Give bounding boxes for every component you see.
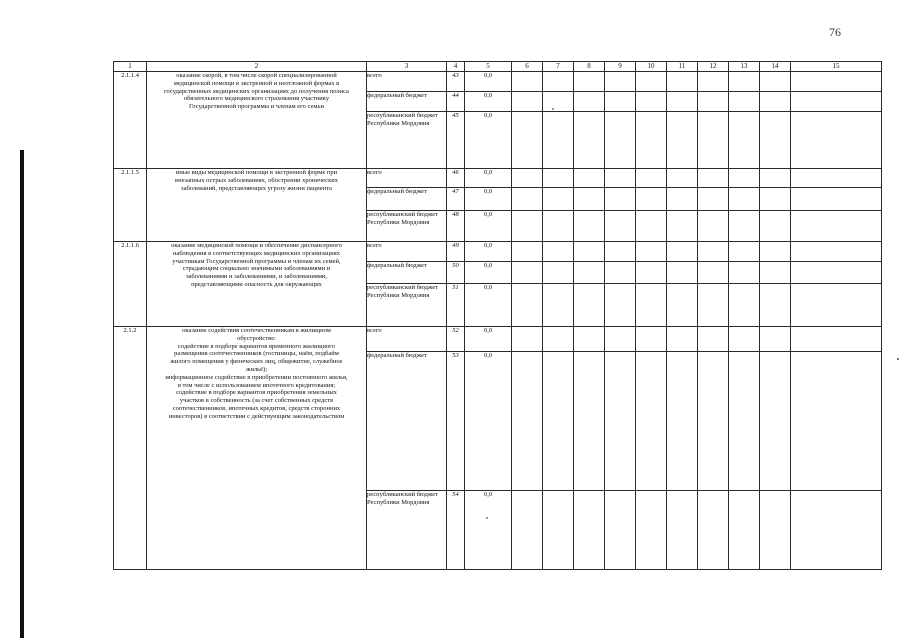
empty-cell	[698, 211, 729, 242]
empty-cell	[729, 72, 760, 92]
empty-cell	[729, 491, 760, 570]
empty-cell	[636, 352, 667, 491]
empty-cell	[574, 327, 605, 352]
empty-cell	[698, 72, 729, 92]
empty-cell	[791, 491, 882, 570]
amount-value: 0,0	[465, 284, 512, 327]
description-line: медицинской помощи в экстренной и неотложной формах в	[173, 79, 340, 87]
empty-cell	[543, 92, 574, 112]
empty-cell	[791, 188, 882, 211]
measure-description	[147, 72, 367, 169]
empty-cell	[512, 211, 543, 242]
row-code: 45	[447, 112, 465, 169]
empty-cell	[605, 242, 636, 262]
row-code: 51	[447, 284, 465, 327]
description-line: жильё);	[245, 365, 268, 373]
empty-cell	[543, 188, 574, 211]
empty-cell	[729, 352, 760, 491]
header-cell: 7	[543, 62, 574, 72]
header-cell: 10	[636, 62, 667, 72]
empty-cell	[667, 112, 698, 169]
empty-cell	[636, 92, 667, 112]
empty-cell	[636, 112, 667, 169]
description-line: заболеваний, представляющих угрозу жизни пациента	[181, 184, 332, 192]
empty-cell	[512, 242, 543, 262]
empty-cell	[698, 92, 729, 112]
empty-cell	[729, 262, 760, 284]
empty-cell	[667, 211, 698, 242]
empty-cell	[574, 491, 605, 570]
empty-cell	[667, 262, 698, 284]
empty-cell	[698, 242, 729, 262]
empty-cell	[543, 284, 574, 327]
empty-cell	[512, 491, 543, 570]
funding-source: всего	[367, 327, 447, 352]
empty-cell	[760, 262, 791, 284]
row-number: 2.1.1.5	[114, 169, 147, 242]
empty-cell	[791, 242, 882, 262]
row-code: 44	[447, 92, 465, 112]
empty-cell	[512, 284, 543, 327]
empty-cell	[791, 169, 882, 188]
empty-cell	[574, 72, 605, 92]
table-row	[114, 72, 882, 92]
empty-cell	[512, 169, 543, 188]
empty-cell	[791, 72, 882, 92]
empty-cell	[543, 327, 574, 352]
empty-cell	[543, 112, 574, 169]
empty-cell	[574, 211, 605, 242]
empty-cell	[760, 284, 791, 327]
empty-cell	[574, 284, 605, 327]
funding-source: федеральный бюджет	[367, 92, 447, 112]
scan-speck	[897, 358, 899, 360]
header-cell: 2	[147, 62, 367, 72]
row-number: 2.1.1.6	[114, 242, 147, 327]
empty-cell	[667, 169, 698, 188]
description-line: инвесторов) в соответствии с действующим законодательством	[168, 412, 345, 420]
empty-cell	[605, 72, 636, 92]
amount-value: 0,0	[465, 188, 512, 211]
description-line: оказание медицинской помощи и обеспечение диспансерного	[171, 242, 342, 249]
empty-cell	[636, 211, 667, 242]
empty-cell	[698, 188, 729, 211]
funding-source: федеральный бюджет	[367, 188, 447, 211]
description-line: представляющими опасность для окружающих	[191, 280, 322, 288]
row-code: 54	[447, 491, 465, 570]
description-line: Государственной программы и членам его семьи	[189, 103, 324, 111]
empty-cell	[543, 169, 574, 188]
empty-cell	[760, 211, 791, 242]
empty-cell	[791, 284, 882, 327]
header-cell: 8	[574, 62, 605, 72]
empty-cell	[574, 112, 605, 169]
empty-cell	[698, 491, 729, 570]
empty-cell	[698, 284, 729, 327]
description-line: обязательного медицинского страхования участнику	[183, 95, 330, 103]
empty-cell	[667, 284, 698, 327]
scan-margin-bar	[20, 150, 24, 638]
empty-cell	[636, 327, 667, 352]
empty-cell	[574, 262, 605, 284]
empty-cell	[574, 188, 605, 211]
header-cell: 14	[760, 62, 791, 72]
description-line: содействие в подборе вариантов временного жилищного	[178, 342, 335, 350]
description-line: размещения соотечественников (гостиницы, наём, подбайм	[174, 350, 339, 358]
empty-cell	[729, 112, 760, 169]
empty-cell	[543, 491, 574, 570]
amount-value: 0,0	[465, 169, 512, 188]
description-line: государственных медицинских организациях до получения полиса	[164, 87, 349, 95]
header-cell: 1	[114, 62, 147, 72]
empty-cell	[512, 92, 543, 112]
header-cell: 6	[512, 62, 543, 72]
empty-cell	[760, 188, 791, 211]
empty-cell	[698, 112, 729, 169]
description-line: информационное содействие в приобретении постоянного жилья,	[165, 373, 348, 381]
funding-source: федеральный бюджет	[367, 262, 447, 284]
empty-cell	[636, 284, 667, 327]
empty-cell	[667, 188, 698, 211]
empty-cell	[574, 92, 605, 112]
empty-cell	[543, 211, 574, 242]
row-code: 48	[447, 211, 465, 242]
empty-cell	[636, 262, 667, 284]
header-cell: 9	[605, 62, 636, 72]
description-line: в том числе с использованием ипотечного кредитования;	[177, 381, 336, 389]
empty-cell	[667, 327, 698, 352]
empty-cell	[574, 352, 605, 491]
measure-description	[147, 169, 367, 242]
funding-source: республиканский бюджет Республики Мордовия	[367, 491, 447, 570]
funding-source: республиканский бюджет Республики Мордовия	[367, 211, 447, 242]
empty-cell	[729, 327, 760, 352]
empty-cell	[605, 92, 636, 112]
empty-cell	[729, 284, 760, 327]
empty-cell	[729, 188, 760, 211]
funding-source: федеральный бюджет	[367, 352, 447, 491]
budget-table	[113, 61, 882, 570]
amount-value: 0,0	[465, 211, 512, 242]
row-code: 49	[447, 242, 465, 262]
empty-cell	[760, 491, 791, 570]
empty-cell	[636, 491, 667, 570]
funding-source: всего	[367, 169, 447, 188]
empty-cell	[698, 262, 729, 284]
empty-cell	[605, 284, 636, 327]
header-cell: 11	[667, 62, 698, 72]
table-row	[114, 327, 882, 352]
header-cell: 4	[447, 62, 465, 72]
empty-cell	[605, 491, 636, 570]
header-cell: 13	[729, 62, 760, 72]
empty-cell	[698, 352, 729, 491]
empty-cell	[729, 211, 760, 242]
description-line: участникам Государственной программы и членам их семей,	[172, 257, 341, 265]
empty-cell	[729, 169, 760, 188]
description-line: внезапных острых заболеваниях, обострении хронических	[175, 176, 338, 184]
empty-cell	[667, 242, 698, 262]
empty-cell	[729, 92, 760, 112]
empty-cell	[791, 262, 882, 284]
row-code: 53	[447, 352, 465, 491]
empty-cell	[729, 242, 760, 262]
row-code: 43	[447, 72, 465, 92]
empty-cell	[760, 352, 791, 491]
funding-source: всего	[367, 72, 447, 92]
empty-cell	[760, 92, 791, 112]
amount-value: 0,0	[465, 262, 512, 284]
row-number: 2.1.2	[114, 327, 147, 570]
header-cell: 5	[465, 62, 512, 72]
description-line: заболеваниями и заболеваниями, и заболеваниями,	[185, 273, 328, 281]
description-line: страдающим социально значимыми заболеваниями и	[182, 265, 331, 273]
empty-cell	[636, 188, 667, 211]
empty-cell	[636, 242, 667, 262]
amount-value: 0,0	[465, 491, 512, 570]
empty-cell	[512, 72, 543, 92]
measure-description	[147, 327, 367, 570]
amount-value: 0,0	[465, 242, 512, 262]
empty-cell	[636, 72, 667, 92]
amount-value: 0,0	[465, 327, 512, 352]
empty-cell	[667, 92, 698, 112]
page-number: 76	[829, 25, 841, 39]
empty-cell	[605, 211, 636, 242]
empty-cell	[760, 169, 791, 188]
empty-cell	[791, 211, 882, 242]
funding-source: всего	[367, 242, 447, 262]
empty-cell	[760, 242, 791, 262]
empty-cell	[543, 242, 574, 262]
amount-value: 0,0	[465, 72, 512, 92]
empty-cell	[512, 352, 543, 491]
empty-cell	[512, 327, 543, 352]
empty-cell	[791, 327, 882, 352]
header-cell: 3	[367, 62, 447, 72]
description-line: жилого помещения у физических лиц, общежитие, служебное	[170, 358, 343, 366]
empty-cell	[512, 188, 543, 211]
header-cell: 15	[791, 62, 882, 72]
empty-cell	[791, 92, 882, 112]
empty-cell	[636, 169, 667, 188]
empty-cell	[543, 262, 574, 284]
empty-cell	[760, 327, 791, 352]
table-row	[114, 242, 882, 262]
description-line: обустройстве:	[237, 334, 276, 342]
amount-value: 0,0	[465, 92, 512, 112]
empty-cell	[760, 72, 791, 92]
empty-cell	[760, 112, 791, 169]
header-row	[114, 62, 882, 72]
funding-source: республиканский бюджет Республики Мордовия	[367, 112, 447, 169]
empty-cell	[605, 112, 636, 169]
row-code: 50	[447, 262, 465, 284]
empty-cell	[791, 352, 882, 491]
funding-source: республиканский бюджет Республики Мордовия	[367, 284, 447, 327]
description-line: оказание скорой, в том числе скорой специализированной	[176, 72, 337, 79]
amount-value: 0,0	[465, 352, 512, 491]
empty-cell	[605, 352, 636, 491]
empty-cell	[543, 352, 574, 491]
description-line: иные виды медицинской помощи в экстренной форме при	[175, 169, 338, 176]
empty-cell	[574, 169, 605, 188]
empty-cell	[667, 352, 698, 491]
row-code: 46	[447, 169, 465, 188]
empty-cell	[667, 491, 698, 570]
table-row	[114, 169, 882, 188]
empty-cell	[698, 169, 729, 188]
empty-cell	[605, 188, 636, 211]
header-cell: 12	[698, 62, 729, 72]
empty-cell	[791, 112, 882, 169]
empty-cell	[698, 327, 729, 352]
row-code: 47	[447, 188, 465, 211]
amount-value: 0,0	[465, 112, 512, 169]
description-line: содействие в подборе вариантов приобретения земельных	[176, 389, 337, 397]
empty-cell	[574, 242, 605, 262]
empty-cell	[543, 72, 574, 92]
row-number: 2.1.1.4	[114, 72, 147, 169]
empty-cell	[605, 262, 636, 284]
description-line: участков в собственность (за счет собственных средств	[179, 397, 334, 405]
empty-cell	[605, 169, 636, 188]
empty-cell	[605, 327, 636, 352]
empty-cell	[512, 112, 543, 169]
measure-description	[147, 242, 367, 327]
empty-cell	[667, 72, 698, 92]
row-code: 52	[447, 327, 465, 352]
description-line: оказание содействия соотечественникам в жилищном	[182, 327, 331, 334]
description-line: соотечественников, ипотечных кредитов, средств сторонних	[172, 404, 341, 412]
empty-cell	[512, 262, 543, 284]
description-line: наблюдения в соответствующих медицинских организациях	[173, 249, 340, 257]
